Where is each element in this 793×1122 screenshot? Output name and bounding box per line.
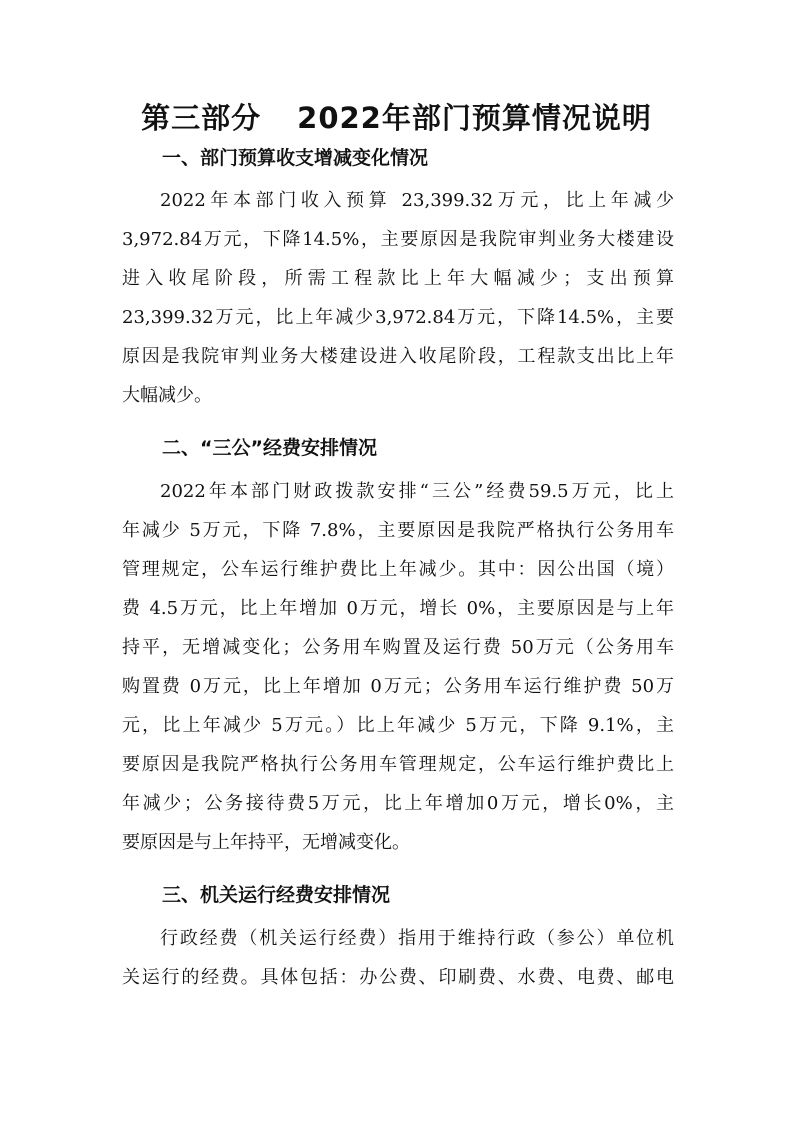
paragraph-line: 行政经费（机关运行经费）指用于维持行政（参公）单位机 [160, 928, 674, 949]
section-heading-1: 一、部门预算收支增减变化情况 [162, 147, 429, 169]
paragraph-line: 费 4.5万元，比上年增加 0万元，增长 0%，主要原因是与上年 [122, 598, 674, 619]
paragraph-line: 购置费 0万元，比上年增加 0万元；公务用车运行维护费 50万 [122, 676, 674, 697]
page-title [0, 98, 793, 138]
page-title-part: 第三部分 [141, 101, 262, 135]
paragraph-line: 2022年本部门财政拨款安排“三公”经费59.5万元，比上 [160, 481, 674, 502]
paragraph-line: 持平，无增减变化；公务用车购置及运行费 50万元（公务用车 [122, 637, 674, 658]
paragraph-line: 要原因是与上年持平，无增减变化。 [122, 832, 410, 853]
paragraph-line: 进入收尾阶段，所需工程款比上年大幅减少；支出预算 [122, 268, 674, 289]
paragraph-line: 年减少 5万元，下降 7.8%，主要原因是我院严格执行公务用车 [122, 520, 674, 541]
page-title-text: 2022年部门预算情况说明 [297, 101, 652, 135]
paragraph-line: 管理规定，公车运行维护费比上年减少。其中：因公出国（境） [122, 559, 674, 580]
paragraph-line: 23,399.32万元，比上年减少3,972.84万元，下降14.5%，主要 [122, 307, 674, 328]
paragraph-line: 原因是我院审判业务大楼建设进入收尾阶段，工程款支出比上年 [122, 346, 674, 367]
section-heading-3: 三、机关运行经费安排情况 [162, 884, 391, 906]
paragraph-line: 要原因是我院严格执行公务用车管理规定，公车运行维护费比上 [122, 754, 674, 775]
paragraph-line: 2022年本部门收入预算 23,399.32万元，比上年减少 [160, 190, 674, 211]
paragraph-line: 大幅减少。 [122, 385, 212, 406]
paragraph-line: 关运行的经费。具体包括：办公费、印刷费、水费、电费、邮电 [122, 967, 674, 988]
paragraph-line: 年减少；公务接待费5万元，比上年增加0万元，增长0%，主 [122, 793, 674, 814]
paragraph-line: 元，比上年减少 5万元。）比上年减少 5万元，下降 9.1%，主 [122, 715, 674, 736]
section-heading-2: 二、“三公”经费安排情况 [162, 437, 377, 459]
paragraph-line: 3,972.84万元，下降14.5%，主要原因是我院审判业务大楼建设 [122, 229, 674, 250]
